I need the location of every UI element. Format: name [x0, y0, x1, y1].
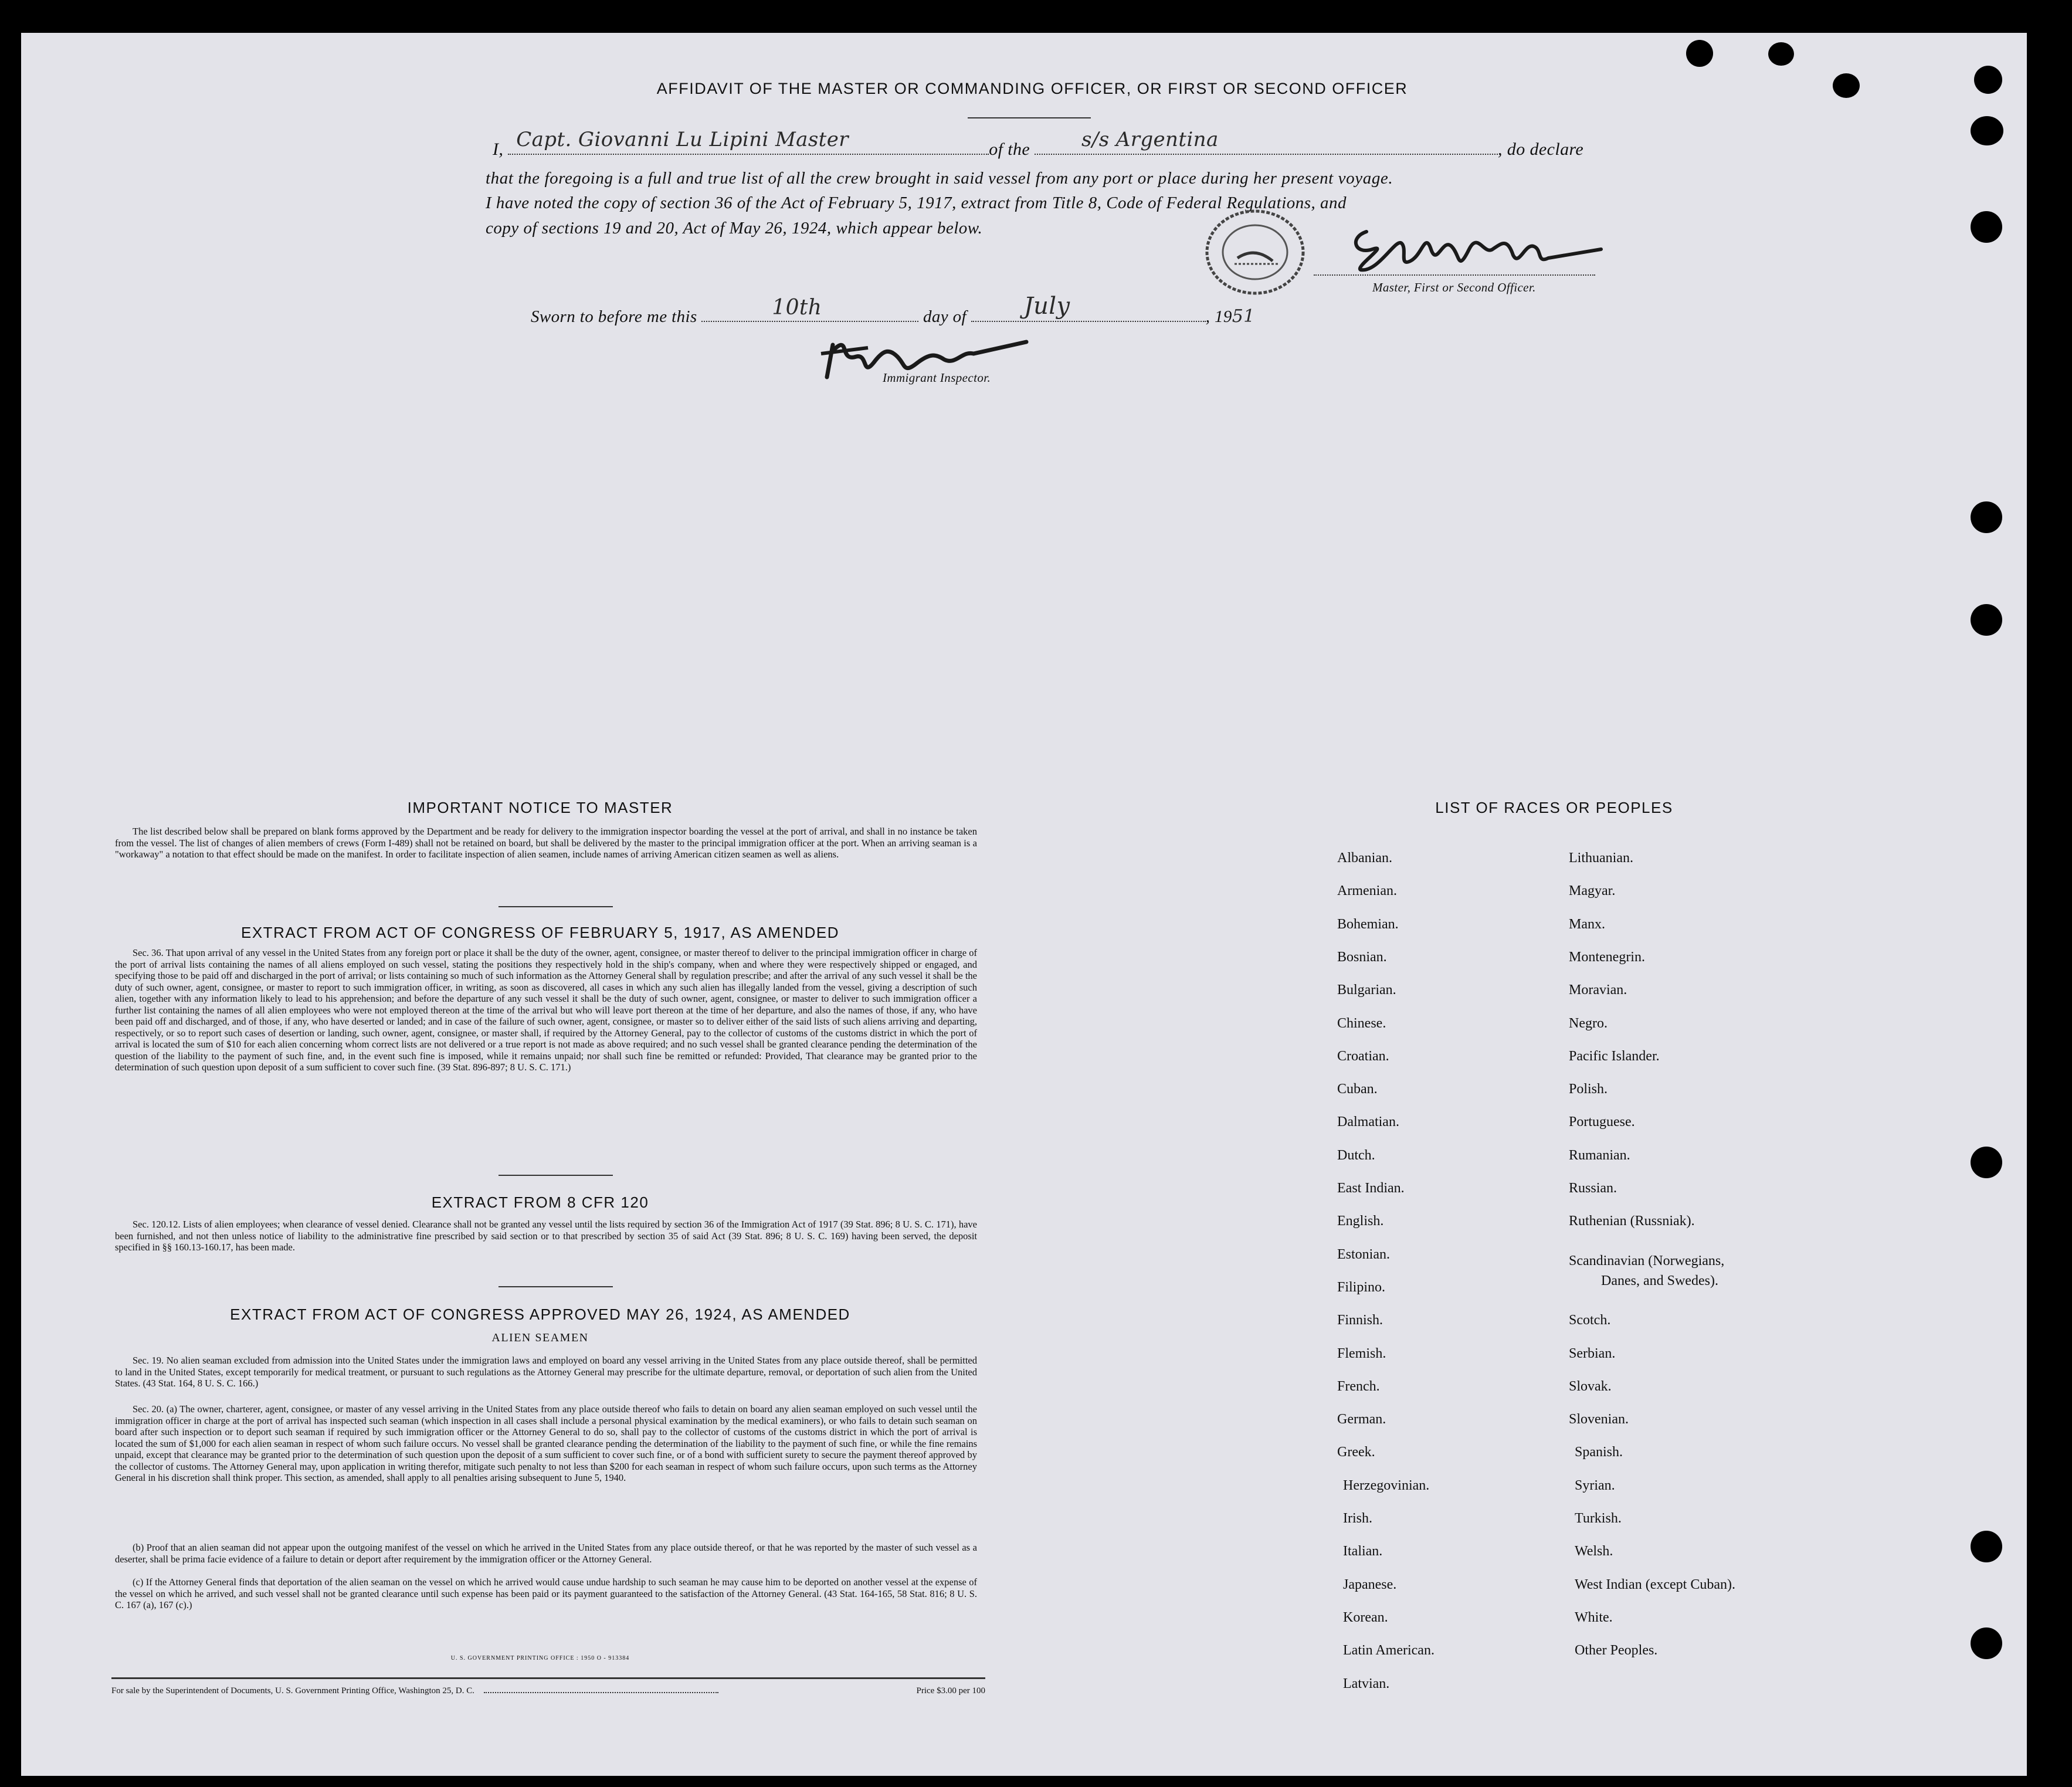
race-item: Flemish. [1337, 1345, 1386, 1361]
race-item: West Indian (except Cuban). [1575, 1576, 1735, 1592]
sworn-prefix: Sworn to before me this [531, 307, 697, 326]
race-item: Spanish. [1575, 1444, 1623, 1460]
race-item: Scotch. [1569, 1313, 1611, 1328]
notice-body: The list described below shall be prepared on blank forms approved by the Department and be ready for delivery to the immigration inspector boarding the vessel at the port of arrival, and shall in no instance be taken from the vessel. The list of changes of alien members of crews (Form I-489) shall not be retained on board, but shall be delivered by the master to the principal immigration officer at the port. When an arriving seaman is a "workaway" a notation to that effect should be made on the manifest. In order to facilitate inspection of alien seamen, include names of arriving American citizen seamen as well as aliens. [115, 826, 977, 860]
sworn-year: 51 [1232, 306, 1255, 327]
race-item: Bosnian. [1337, 949, 1387, 965]
punch-hole [1971, 211, 2002, 243]
punch-hole [1768, 42, 1794, 66]
master-signature-line [1314, 274, 1595, 276]
footer-rule [111, 1677, 985, 1679]
sale-note-leader [484, 1692, 718, 1693]
punch-hole [1971, 1147, 2002, 1178]
punch-hole [1971, 1531, 2002, 1562]
divider-rule [498, 1286, 613, 1287]
race-item: Armenian. [1337, 883, 1397, 899]
race-item: French. [1337, 1378, 1380, 1394]
extract-1924-sec20c: (c) If the Attorney General finds that deportation of the alien seaman on the vessel on which he arrived would cause undue hardship to such seaman he may cause him to be deported on another vessel at the expense of the vessel on which he arrived, and such vessel shall not be granted clearance until such expense has been paid or its payment guaranteed to the satisfaction of the Attorney General. (43 Stat. 164-165, 58 Stat. 816; 8 U. S. C. 167 (a), 167 (c).) [115, 1576, 977, 1610]
race-item: Italian. [1343, 1544, 1383, 1559]
race-item: Danes, and Swedes). [1601, 1273, 1718, 1288]
sworn-month: July [1023, 293, 1070, 320]
inspector-caption: Immigrant Inspector. [883, 371, 991, 385]
race-item: Polish. [1569, 1081, 1608, 1097]
extract-1917-title: EXTRACT FROM ACT OF CONGRESS OF FEBRUARY 5, 1917, AS AMENDED [241, 924, 839, 941]
race-item: Latvian. [1343, 1676, 1390, 1691]
extract-1917-body: Sec. 36. That upon arrival of any vessel in the United States from any foreign port or place it shall be the duty of the owner, agent, consignee, or master thereof to deliver to the principal immigration officer in charge of the port of arrival lists containing the names of all aliens employed on such vessel, stating the positions they respectively hold in the ship's company, when and where they were respectively shipped or engaged, and specifying those to be paid off and discharged in the port of arrival; or lists containing so much of such information as the Attorney General shall by regulation prescribe; and after the arrival of any such vessel it shall be the duty of such owner, agent, consignee, or master to report to such immigration officer, in writing, as soon as discovered, all cases in which any such alien has illegally landed from the vessel, giving a description of such alien, together with any information likely to lead to his apprehension; and before the departure of any such vessel it shall be the duty of such owner, agent, consignee, or master to deliver to such immigration officer a further list containing the names of all alien employees who were not employed thereon at the time of the arrival but who will leave port thereon at the time of her departure, and also the names of those, if any, who have been paid off and discharged, and of those, if any, who have deserted or landed; and in case of the failure of such owner, agent, consignee, or master so to deliver either of the said lists of such aliens arriving and departing, respectively, or so to report such cases of desertion or landing, such owner, agent, consignee, or master shall, if required by the Attorney General, pay to the collector of customs of the customs district in which the port of arrival is located the sum of $10 for each alien concerning whom correct lists are not delivered or a true report is not made as above required; and no such vessel shall be granted clearance pending the determination of the question of the liability to the payment of such fine, and, in the event such fine is imposed, while it remains unpaid; nor shall such fine be remitted or refunded: Provided, That clearance may be granted prior to the determination of such question upon deposit of a sum sufficient to cover such fine. (39 Stat. 896-897; 8 U. S. C. 171.) [115, 947, 977, 1073]
vessel-name: s/s Argentina [1081, 128, 1219, 151]
extract-cfr-title: EXTRACT FROM 8 CFR 120 [431, 1193, 649, 1211]
race-item: Russian. [1569, 1181, 1617, 1196]
race-item: Estonian. [1337, 1246, 1390, 1262]
affidavit-line-3: I have noted the copy of section 36 of the Act of February 5, 1917, extract from Title 8, Code of Federal Regulations, and [486, 194, 1347, 212]
master-signature [1343, 214, 1613, 279]
official-stamp-seal [1196, 205, 1320, 299]
race-item: Albanian. [1337, 850, 1392, 866]
punch-hole [1974, 66, 2002, 94]
line1-mid: of the [989, 140, 1030, 159]
extract-1924-sec19: Sec. 19. No alien seaman excluded from admission into the United States under the immigration laws and employed on board any vessel arriving in the United States from any place outside thereof, shall be permitted to land in the United States, except temporarily for medical treatment, or pursuant to such regulations as the Attorney General may prescribe for the ultimate departure, removal, or deportation of such alien from the United States. (43 Stat. 164, 8 U. S. C. 166.) [115, 1355, 977, 1389]
race-item: Chinese. [1337, 1015, 1386, 1031]
races-title: LIST OF RACES OR PEOPLES [1435, 799, 1673, 816]
line1-start: I, [493, 140, 504, 159]
race-item: Moravian. [1569, 982, 1627, 998]
race-item: Bulgarian. [1337, 982, 1396, 998]
punch-hole [1971, 1627, 2002, 1659]
extract-1924-subtitle: ALIEN SEAMEN [491, 1331, 589, 1344]
race-item: Ruthenian (Russniak). [1569, 1213, 1695, 1229]
race-item: Greek. [1337, 1444, 1375, 1460]
race-item: Scandinavian (Norwegians, [1569, 1253, 1725, 1269]
extract-1924-sec20a: Sec. 20. (a) The owner, charterer, agent, consignee, or master of any vessel arriving in the United States from any place outside thereof who fails to detain on board any alien seaman employed on such vessel until the immigration officer in charge at the port of arrival has inspected such seaman (which inspection in all cases shall include a personal physical examination by the medical examiners), or who fails to detain such seaman on board after such inspection or to deport such seaman if required by such immigration officer or the Attorney General to do so, shall pay to the collector of customs of the customs district in which the port of arrival is located the sum of $1,000 for each alien seaman in respect of whom such failure occurs. No vessel shall be granted clearance pending the determination of the liability to the payment of such fine, or while the fine remains unpaid, except that clearance may be granted prior to the determination of such question upon the deposit of a sum sufficient to cover such fine, or of a bond with sufficient surety to secure the payment thereof approved by the collector of customs. The Attorney General may, upon application in writing therefor, mitigate such penalty to not less than $200 for each seaman in respect of whom such failure occurs, upon such terms as the Attorney General in his discretion shall think proper. This section, as amended, shall apply to all penalties arising subsequent to June 5, 1940. [115, 1403, 977, 1483]
race-item: Magyar. [1569, 883, 1616, 899]
sale-note-text: For sale by the Superintendent of Documents, U. S. Government Printing Office, Washington 25, D. C. [111, 1686, 474, 1696]
race-item: Japanese. [1343, 1576, 1397, 1592]
race-item: German. [1337, 1412, 1386, 1427]
extract-1924-sec20b: (b) Proof that an alien seaman did not appear upon the outgoing manifest of the vessel on which he arrived in the United States from any place outside thereof, or that he was reported by the master of such vessel as a deserter, shall be prima facie evidence of a failure to detain or deport after requirement by the immigration officer or the Attorney General. [115, 1542, 977, 1565]
race-item: English. [1337, 1213, 1384, 1229]
race-item: Serbian. [1569, 1345, 1616, 1361]
affidavit-line-4: copy of sections 19 and 20, Act of May 26, 1924, which appear below. [486, 219, 983, 238]
punch-hole [1971, 501, 2002, 533]
sworn-year-prefix: , 19 [1205, 307, 1232, 326]
extract-cfr-body: Sec. 120.12. Lists of alien employees; when clearance of vessel denied. Clearance shall not be granted any vessel until the lists required by section 36 of the Immigration Act of 1917 (39 Stat. 896; 8 U. S. C. 171), have been furnished, and not then unless notice of liability to the administrative fine prescribed by said section or to that prescribed by section 35 of said Act (39 Stat. 896; 8 U. S. C. 169) having been served, the deposit specified in §§ 160.13-160.17, has been made. [115, 1219, 977, 1253]
race-item: Croatian. [1337, 1048, 1389, 1064]
master-signature-caption: Master, First or Second Officer. [1372, 280, 1536, 294]
race-item: Slovenian. [1569, 1412, 1629, 1427]
race-item: East Indian. [1337, 1181, 1405, 1196]
race-item: Korean. [1343, 1609, 1388, 1625]
race-item: Negro. [1569, 1015, 1608, 1031]
race-item: Dutch. [1337, 1147, 1375, 1163]
punch-hole [1833, 73, 1860, 98]
race-item: Dalmatian. [1337, 1114, 1399, 1130]
divider-rule [498, 1175, 613, 1176]
price-text: Price $3.00 per 100 [916, 1686, 985, 1696]
race-item: Lithuanian. [1569, 850, 1633, 866]
punch-hole [1971, 604, 2002, 636]
affidavit-line-2: that the foregoing is a full and true list of all the crew brought in said vessel from any port or place during her present voyage. [486, 169, 1393, 188]
race-item: Montenegrin. [1569, 949, 1645, 965]
race-item: Turkish. [1575, 1511, 1622, 1526]
race-item: Portuguese. [1569, 1114, 1635, 1130]
race-item: Latin American. [1343, 1643, 1435, 1659]
extract-1924-title: EXTRACT FROM ACT OF CONGRESS APPROVED MAY 26, 1924, AS AMENDED [230, 1306, 850, 1323]
race-item: Filipino. [1337, 1279, 1386, 1295]
notice-title: IMPORTANT NOTICE TO MASTER [407, 799, 673, 816]
affidavit-line-1 [493, 128, 1584, 160]
race-item: Slovak. [1569, 1378, 1612, 1394]
sworn-day: 10th [772, 296, 822, 320]
race-item: Pacific Islander. [1569, 1048, 1660, 1064]
sale-note [111, 1686, 985, 1696]
race-item: Finnish. [1337, 1313, 1383, 1328]
title-rule [968, 117, 1091, 118]
master-name: Capt. Giovanni Lu Lipini Master [516, 128, 849, 151]
race-item: Manx. [1569, 916, 1605, 932]
punch-hole [1686, 40, 1713, 67]
race-item: Bohemian. [1337, 916, 1399, 932]
race-item: Other Peoples. [1575, 1643, 1658, 1659]
printing-office-note: U. S. GOVERNMENT PRINTING OFFICE : 1950 O - 913384 [450, 1655, 630, 1661]
line1-end: , do declare [1498, 140, 1584, 159]
race-item: Herzegovinian. [1343, 1477, 1430, 1493]
race-item: Syrian. [1575, 1477, 1615, 1493]
sworn-day-label: day of [923, 307, 967, 326]
race-item: Welsh. [1575, 1544, 1613, 1559]
race-item: White. [1575, 1609, 1613, 1625]
race-item: Cuban. [1337, 1081, 1378, 1097]
divider-rule [498, 906, 613, 907]
affidavit-title: AFFIDAVIT OF THE MASTER OR COMMANDING OFFICER, OR FIRST OR SECOND OFFICER [656, 80, 1408, 97]
race-item: Irish. [1343, 1511, 1372, 1526]
punch-hole [1971, 116, 2003, 145]
race-item: Rumanian. [1569, 1147, 1630, 1163]
